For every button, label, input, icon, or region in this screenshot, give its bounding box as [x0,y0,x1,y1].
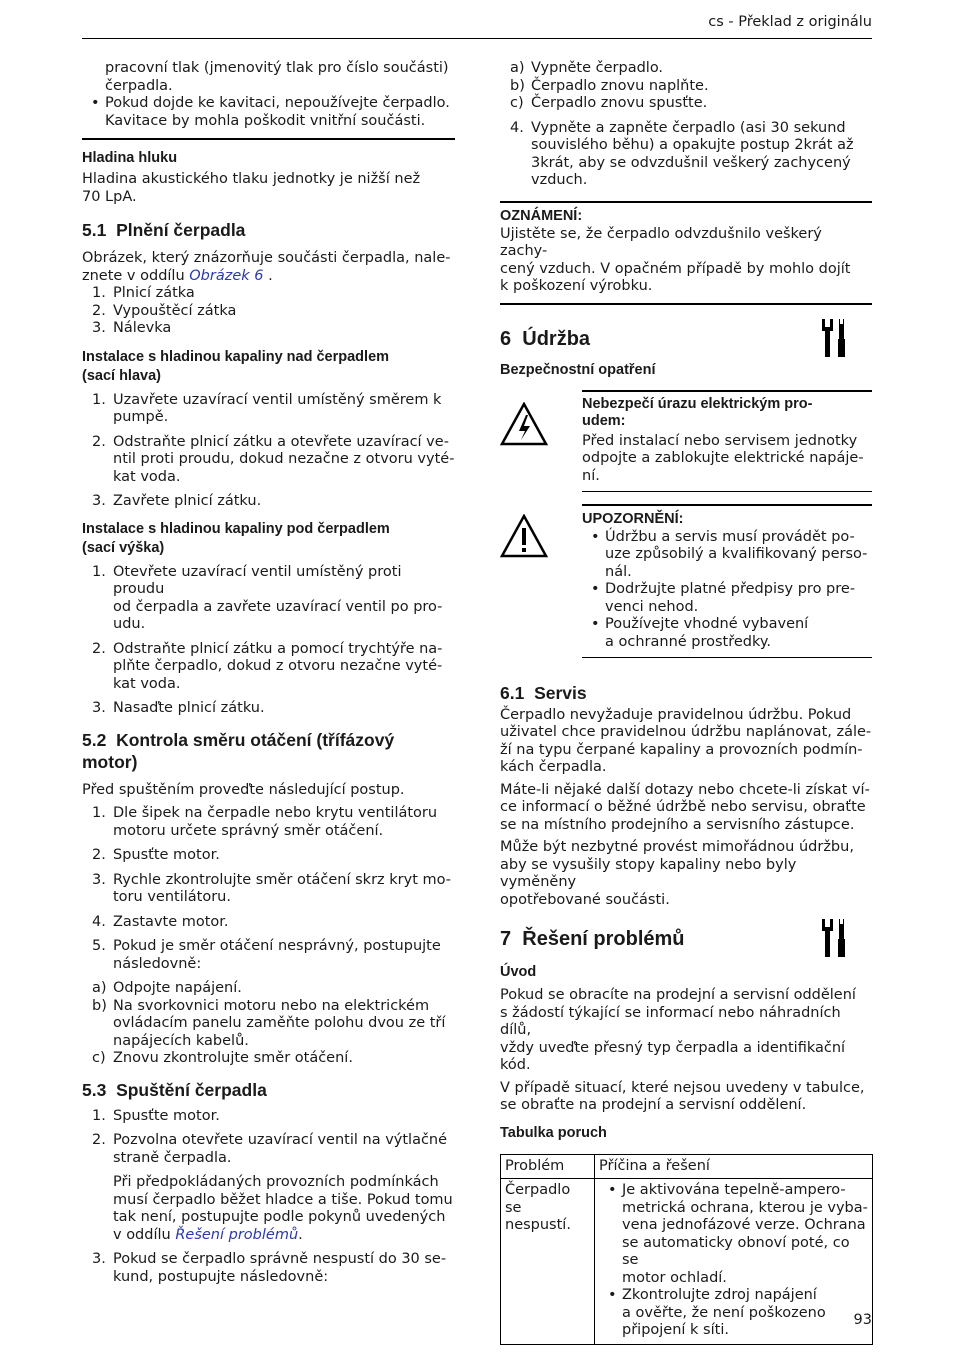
list-item [82,285,455,303]
section-number: 6.1 [500,682,525,703]
list-number: 2. [92,302,106,319]
text-line: straně čerpadla. [113,1149,232,1166]
section-5-2-heading [82,729,455,773]
warning-notice [500,504,872,672]
text-line: Odstraňte plnicí zátku a otevřete uzavírací ve- [113,433,449,450]
list-item [500,60,872,78]
text-line: motor ochladí. [622,1269,727,1286]
text-line: Nasaďte plnicí zátku. [113,700,265,716]
danger-content [582,390,872,493]
notice-bottom-rule [500,303,872,305]
paragraph [500,707,872,777]
text-span: . [298,1226,303,1243]
text-line: se obraťte na prodejní a servisní oddělení. [500,1097,807,1113]
text-line: napájecích kabelů. [113,1032,249,1049]
warning-icon [500,514,548,558]
list-letter: c) [510,95,524,111]
section-5-3-heading [82,1079,455,1101]
warning-bottom-rule [582,657,872,658]
list-number: 4. [510,119,524,136]
text-line: kód. [500,1057,531,1073]
text-line: ží na typu čerpané kapaliny a provozních podmín- [500,741,863,758]
list-item [82,392,455,427]
problem-cell [501,1179,595,1345]
section-7-heading-block [500,927,872,951]
list-item [82,95,455,130]
text-line: Obrázek, který znázorňuje součásti čerpadla, nale- [82,250,451,266]
text-line: Odpojte napájení. [113,980,242,996]
text-line: musí čerpadlo běžet hladce a tiše. Pokud tomu [113,1191,453,1208]
text-line: ovládacím panelu zaměňte polohu dvou ze tří [113,1015,446,1031]
section-number: 5.3 [82,1079,107,1100]
text-line: plňte čerpadlo, dokud z otvoru nezačne vyté- [113,658,443,674]
list-item [82,998,455,1051]
list-number: 4. [92,913,106,930]
text-line: s žádostí týkající se informací nebo náhradních dílů, [500,1004,841,1038]
list-item [82,1108,455,1126]
text-line: Čerpadlo znovu spusťte. [531,95,708,111]
text-line: kund, postupujte následovně: [113,1268,329,1285]
right-column [500,60,872,1345]
list-item [82,872,455,907]
text-line: Čerpadlo znovu naplňte. [531,77,709,94]
text-line: ntil proti proudu, dokud nezačne z otvoru vyté- [113,451,455,467]
text-line: Vypněte a zapněte čerpadlo (asi 30 sekund [531,119,846,136]
list-item [82,1132,455,1244]
table-row [501,1179,873,1345]
list-item [599,1182,868,1287]
section-divider [82,138,455,140]
subheading: (sací výška) [82,539,165,556]
text-line: nál. [605,563,632,580]
subheading: Instalace s hladinou kapaliny nad čerpadlem [82,348,390,365]
warning-heading: UPOZORNĚNÍ: [582,510,684,527]
list-letter: a) [92,980,107,996]
intro-heading: Úvod [500,964,537,980]
list-item [82,805,455,840]
text-line: Kavitace by mohla poškodit vnitřní součásti. [105,112,426,129]
paragraph [500,1080,872,1115]
electrical-hazard-icon [500,402,548,446]
text-line: tak není, postupujte podle pokynů uvedených [113,1209,446,1225]
paragraph [500,987,872,1075]
text-line: metrická ochrana, kterou je vyba- [622,1199,868,1216]
section-title: Údržba [522,327,591,350]
text-line: kat voda. [113,468,181,485]
list-letter: b) [92,997,107,1014]
text-line: uze způsobilý a kvalifikovaný perso- [605,546,868,562]
list-item [82,641,455,694]
list-number: 3. [92,871,106,888]
subheading: (sací hlava) [82,367,161,384]
text-line: Pokud dojde ke kavitaci, nepoužívejte čerpadlo. [105,95,450,111]
list-item [82,564,455,634]
text-line: Spusťte motor. [113,1107,220,1124]
list-item [500,95,872,113]
section-number: 7 [500,928,512,950]
text-line: připojení k síti. [622,1322,729,1338]
safety-heading: Bezpečnostní opatření [500,361,656,378]
subheading: Instalace s hladinou kapaliny pod čerpadlem [82,520,390,537]
warning-content [582,504,872,659]
bullet-marker: • [591,581,600,597]
text-line: Údržbu a servis musí provádět po- [605,528,855,545]
list-number: 2. [92,847,106,863]
column-header-cause: Příčina a řešení [595,1154,873,1179]
text-line: Plnicí zátka [113,285,195,301]
list-number: 1. [92,391,106,408]
text-line: venci nehod. [605,598,699,615]
list-item [82,914,455,932]
list-number: 1. [92,285,106,301]
text-line [82,268,455,286]
section-6-heading [500,327,872,351]
list-number: 1. [92,805,106,821]
text-line: kat voda. [113,675,181,692]
text-line: Dle šipek na čerpadle nebo krytu ventilátoru [113,805,438,821]
text-line: od čerpadla a zavřete uzavírací ventil po pro- [113,598,443,615]
list-item [82,980,455,998]
section-6-heading-block [500,327,872,351]
header-divider [82,38,872,39]
paragraph [113,1174,455,1244]
text-line: Používejte vhodné vybavení [605,616,809,632]
text-span: v oddílu [113,1226,176,1243]
section-6-1-heading [500,682,872,704]
danger-heading: udem: [582,412,626,429]
list-item [582,581,872,616]
left-column [82,60,455,1286]
text-line: Rychle zkontrolujte směr otáčení skrz kryt mo- [113,871,451,888]
list-item [82,434,455,487]
text-line: Zkontrolujte zdroj napájení [622,1287,817,1303]
fault-table [500,1154,873,1345]
text-line: Vypněte čerpadlo. [531,60,664,76]
section-7-heading [500,927,872,951]
text-line: Uzavřete uzavírací ventil umístěný směrem k [113,391,442,408]
bullet-marker: • [91,95,100,111]
list-number: 3. [92,700,106,716]
text-line: Pokud je směr otáčení nesprávný, postupujte [113,938,441,954]
text-line: ce informací o běžné údržbě nebo servisu, obraťte [500,799,866,815]
text-line: Pozvolna otevřete uzavírací ventil na výtlačné [113,1132,448,1148]
bullet-marker: • [591,528,600,545]
text-line: V případě situací, které nejsou uvedeny v tabulce, [500,1079,865,1096]
text-line: Odstraňte plnicí zátku a pomocí trychtýře na- [113,640,443,657]
header-title: cs - Překlad z originálu [708,14,872,30]
bullet-marker: • [591,616,600,632]
section-title: Kontrola směru otáčení (třífázový [116,729,395,750]
text-line [113,1227,455,1245]
list-letter: c) [92,1050,106,1066]
text-line: Je aktivována tepelně-ampero- [622,1182,846,1198]
list-item [599,1287,868,1340]
danger-notice [500,390,872,496]
list-item [82,320,455,338]
noise-heading: Hladina hluku [82,150,178,166]
list-item [82,1251,455,1286]
text-line: Na svorkovnici motoru nebo na elektrickém [113,997,430,1014]
text-line: se automaticky obnoví poté, co se [622,1234,850,1268]
list-number: 1. [92,1107,106,1124]
bullet-marker: • [608,1287,617,1303]
list-item [82,493,455,511]
list-item [500,78,872,96]
page-number: 93 [853,1312,872,1328]
list-number: 2. [92,640,106,657]
section-title: Řešení problémů [522,928,685,950]
text-line: pracovní tlak (jmenovitý tlak pro číslo součásti) [105,60,449,76]
text-line: Pokud se čerpadlo správně nespustí do 30 se- [113,1251,447,1267]
text-line: Před spuštěním proveďte následující postup. [82,781,405,798]
section-5-1-heading [82,219,455,241]
list-item [82,700,455,718]
list-number: 5. [92,938,106,954]
text-line: vena jednofázové verze. Ochrana [622,1217,866,1233]
list-item [582,616,872,651]
tools-icon [822,319,848,357]
section-title: Servis [534,682,587,703]
list-item [82,1050,455,1068]
danger-bottom-rule [582,491,872,492]
text-span: znete v oddílu [82,267,190,284]
list-letter: b) [510,77,525,94]
text-line: a ochranné prostředky. [605,633,772,650]
text-line: Čerpadlo [505,1182,571,1198]
text-line: čerpadla. [105,77,173,94]
list-number: 3. [92,1251,106,1267]
paragraph [500,839,872,909]
text-line: Při předpokládaných provozních podmínkách [113,1174,439,1190]
notice-top-rule [500,201,872,203]
text-line: Může být nezbytné provést mimořádnou údržbu, [500,839,854,855]
section-title: Spuštění čerpadla [116,1079,267,1100]
text-line: Zastavte motor. [113,913,229,930]
list-number: 2. [92,433,106,450]
text-line: kách čerpadla. [500,759,607,775]
troubleshooting-link[interactable]: Řešení problémů [175,1226,299,1243]
text-line: uživatel chce pravidelnou údržbu naplánovat, zále- [500,724,872,740]
text-line: Ujistěte se, že čerpadlo odvzdušnilo veškerý zachy- [500,225,822,259]
text-line: Vypouštěcí zátka [113,302,237,319]
text-line: cený vzduch. V opačném případě by mohlo dojít [500,260,851,277]
text-line: Dodržujte platné předpisy pro pre- [605,581,856,597]
list-item [500,120,872,190]
text-line: Zavřete plnicí zátku. [113,493,262,509]
bullet-marker: • [608,1182,617,1198]
text-line: Spusťte motor. [113,847,220,863]
text-line: motoru určete správný směr otáčení. [113,822,384,839]
warning-top-rule [582,504,872,506]
section-title: Plnění čerpadla [116,220,246,240]
list-letter: a) [510,60,525,76]
notice-heading: OZNÁMENÍ: [500,207,583,224]
text-line: ní. [582,467,600,484]
text-line: se nespustí. [505,1199,571,1233]
tools-icon [822,919,848,957]
text-line: Znovu zkontrolujte směr otáčení. [113,1050,353,1066]
table-header-row [501,1154,873,1179]
list-item [82,938,455,973]
section-number: 5.2 [82,729,107,750]
section-number: 5.1 [82,220,107,240]
list-item [82,847,455,865]
text-line: Před instalací nebo servisem jednotky [582,432,858,449]
text-line: Otevřete uzavírací ventil umístěný proti proudu [113,563,402,597]
text-line: 70 LpA. [82,188,137,205]
column-header-problem: Problém [501,1154,595,1179]
intro-text [82,60,455,95]
text-line: následovně: [113,955,202,972]
danger-heading: Nebezpečí úrazu elektrickým pro- [582,395,813,412]
text-line: udu. [113,616,146,632]
text-line: vždy uveďte přesný typ čerpadla a identifikační [500,1039,846,1056]
section-title: motor) [82,751,138,772]
text-line: k poškození výrobku. [500,278,653,294]
text-line: Máte-li nějaké další dotazy nebo chcete-li získat ví- [500,781,870,798]
text-line: Pokud se obracíte na prodejní a servisní oddělení [500,987,856,1003]
text-line: Hladina akustického tlaku jednotky je nižší než [82,171,421,187]
text-line: se na místního prodejního a servisního zástupce. [500,816,855,833]
text-line: Nálevka [113,320,172,336]
text-line: pumpě. [113,409,169,425]
section-number: 6 [500,327,512,350]
text-line: opotřebované součásti. [500,891,670,908]
list-number: 3. [92,320,106,336]
list-item [82,303,455,321]
text-line: vzduch. [531,172,588,188]
text-span: . [263,267,273,284]
text-line: toru ventilátoru. [113,889,231,905]
figure-link[interactable]: Obrázek 6 [189,267,264,284]
list-number: 1. [92,563,106,580]
list-item [582,529,872,582]
text-line: a ověřte, že není poškozeno [622,1304,826,1321]
list-number: 2. [92,1132,106,1148]
text-line: souvislého běhu) a opakujte postup 2krát až [531,137,854,153]
text-line: 3krát, aby se odvzdušnil veškerý zachycený [531,154,851,171]
text-line: Čerpadlo nevyžaduje pravidelnou údržbu. Pokud [500,706,852,723]
list-number: 3. [92,493,106,509]
paragraph [500,782,872,835]
text-line: odpojte a zablokujte elektrické napáje- [582,450,864,466]
danger-top-rule [582,390,872,392]
text-line: aby se vysušily stopy kapaliny nebo byly vyměněny [500,856,797,890]
fault-table-heading: Tabulka poruch [500,1124,607,1141]
cause-cell [595,1179,873,1345]
